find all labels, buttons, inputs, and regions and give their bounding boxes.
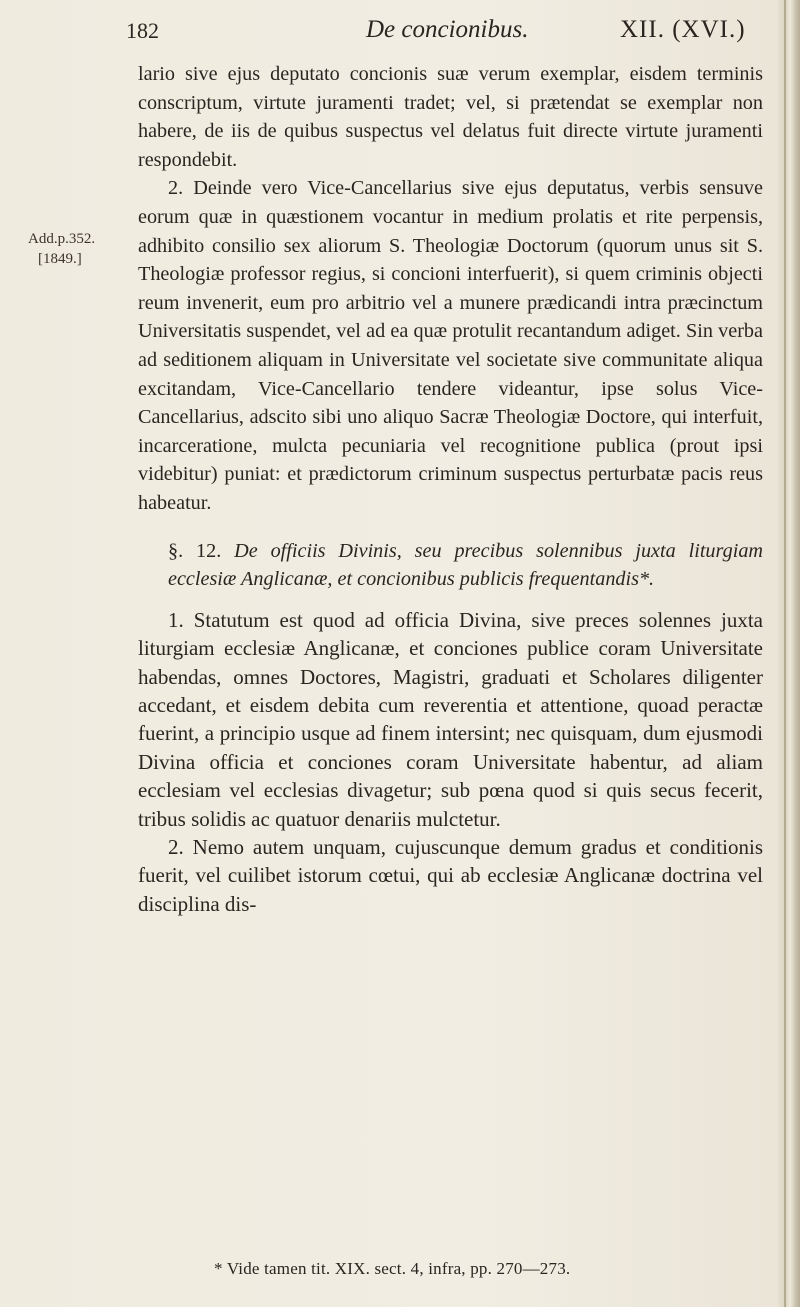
page-edge <box>778 0 800 1307</box>
margin-note-ref: Add.p.352. <box>28 231 96 247</box>
margin-note-year: [1849.] <box>38 251 82 267</box>
section-paragraph-2: 2. Nemo autem unquam, cujuscunque demum gradus et conditionis fuerit, vel cuilibet istorum cœtui, qui ab ecclesiæ Anglicanæ doctrina vel disciplina dis- <box>138 834 763 916</box>
section-reference: XII. (XVI.) <box>620 16 746 43</box>
section-heading <box>138 537 763 594</box>
main-text <box>138 60 763 918</box>
paragraph-2: 2. Deinde vero Vice-Cancellarius sive ejus deputatus, verbis sensuve eorum quæ in quæstionem vocantur in medium prolatis et rite perpensis, adhibito consilio sex aliorum S. Theologiæ Doctorum (quorum unus sit S. Theologiæ professor regius, si concioni interfuerit), si quem criminis objecti reum invenerit, eum pro arbitrio vel a munere prædicandi intra præcinctum Universitatis suspendet, vel ad ea quæ protulit recantandum adiget. Sin verba ad seditionem aliquam in Universitate vel societate sive communitate aliqua excitandam, Vice-Cancellario tendere videantur, ipse solus Vice-Cancellarius, adscito sibi uno aliquo Sacræ Theologiæ Doctore, qui interfuit, incarceratione, mulcta pecuniaria vel recognitione publica (prout ipsi videbitur) puniat: et prædictorum criminum suspectus perturbatæ pacis reus habeatur. <box>138 177 763 514</box>
page-number: 182 <box>126 18 159 43</box>
section-title: De officiis Divinis, seu precibus solennibus juxta liturgiam ecclesiæ Anglicanæ, et concionibus publicis frequentandis*. <box>168 539 764 591</box>
running-title: De concionibus. <box>366 16 529 43</box>
paragraph-continuation: lario sive ejus deputato concionis suæ verum exemplar, eisdem terminis conscriptum, virtute juramenti tradet; vel, si prætendat se exemplar non habere, de iis de quibus suspectus vel delatus fuit directe virtute juramenti respondebit. <box>138 63 763 171</box>
page-edge-shadow <box>784 0 786 1307</box>
section-body <box>138 606 763 918</box>
section-number: §. 12. <box>168 539 222 562</box>
section-paragraph-1: 1. Statutum est quod ad officia Divina, sive preces solennes juxta liturgiam ecclesiæ Anglicanæ, et conciones publice coram Universitate habendas, omnes Doctores, Magistri, graduati et Scholares diligenter accedant, et eisdem debita cum reverentia et attentione, quoad peractæ fuerint, a principio usque ad finem intersint; nec quisquam, dum ejusmodi Divina officia et conciones coram Universitate habentur, ad aliam ecclesiam vel ecclesias divagetur; sub pœna quod si quis secus fecerit, tribus solidis ac quatuor denariis mulctetur. <box>138 607 763 831</box>
footnote: * Vide tamen tit. XIX. sect. 4, infra, pp. 270—273. <box>214 1259 571 1278</box>
running-header <box>126 16 796 56</box>
